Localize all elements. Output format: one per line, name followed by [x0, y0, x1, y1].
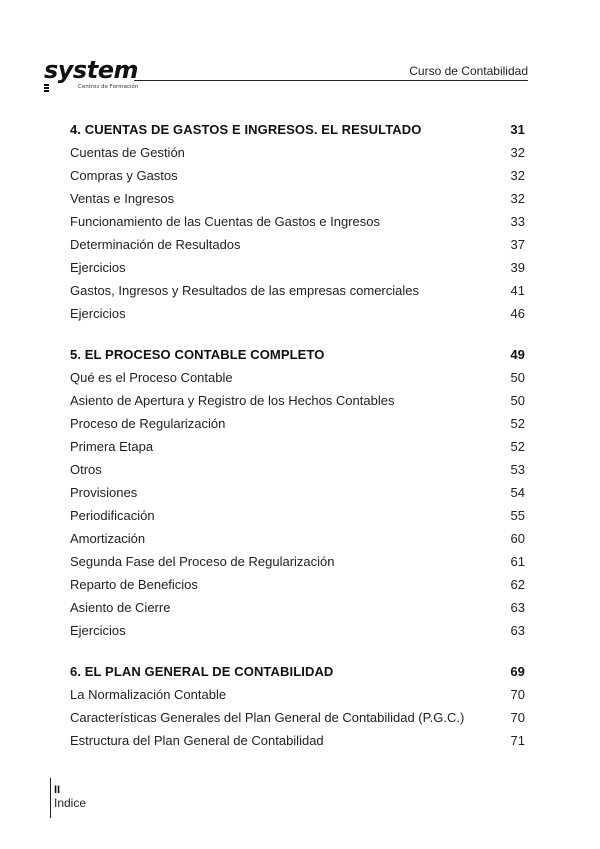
table-of-contents [70, 118, 525, 770]
toc-entry-page: 52 [510, 439, 525, 454]
toc-entry[interactable] [70, 164, 525, 187]
toc-entry[interactable] [70, 302, 525, 325]
toc-entry[interactable] [70, 683, 525, 706]
toc-section-heading[interactable] [70, 118, 525, 141]
logo-tagline: Centros de Formación [78, 84, 139, 90]
footer-page-number: II [54, 784, 61, 796]
toc-entry-page: 50 [510, 393, 525, 408]
toc-entry-title: La Normalización Contable [70, 687, 227, 702]
toc-entry-page: 32 [510, 191, 525, 206]
toc-entry[interactable] [70, 389, 525, 412]
toc-section [70, 660, 525, 752]
toc-entry-page: 53 [510, 462, 525, 477]
toc-entry[interactable] [70, 233, 525, 256]
toc-entry-title: Asiento de Cierre [70, 600, 171, 615]
toc-entry-page: 60 [510, 531, 525, 546]
toc-entry-page: 62 [510, 577, 525, 592]
toc-entry-title: Proceso de Regularización [70, 416, 226, 431]
toc-entry[interactable] [70, 279, 525, 302]
toc-entry[interactable] [70, 141, 525, 164]
toc-entry-page: 52 [510, 416, 525, 431]
toc-entry-title: Cuentas de Gestión [70, 145, 185, 160]
toc-entry-title: Características Generales del Plan General de Contabilidad (P.G.C.) [70, 710, 465, 725]
toc-entry-title: Qué es el Proceso Contable [70, 370, 233, 385]
toc-entry[interactable] [70, 729, 525, 752]
toc-entry-title: Otros [70, 462, 102, 477]
course-title: Curso de Contabilidad [409, 64, 528, 78]
toc-entry-title: Determinación de Resultados [70, 237, 241, 252]
toc-entry-page: 55 [510, 508, 525, 523]
toc-entry[interactable] [70, 527, 525, 550]
toc-entry-page: 70 [510, 687, 525, 702]
toc-section-heading[interactable] [70, 343, 525, 366]
toc-entry[interactable] [70, 210, 525, 233]
toc-entry-page: 63 [510, 600, 525, 615]
toc-entry-title: Ventas e Ingresos [70, 191, 175, 206]
toc-entry-page: 46 [510, 306, 525, 321]
logo [44, 56, 139, 96]
toc-section [70, 118, 525, 325]
toc-entry[interactable] [70, 187, 525, 210]
toc-heading-page: 31 [510, 122, 525, 137]
toc-entry-title: Segunda Fase del Proceso de Regularización [70, 554, 335, 569]
toc-entry-title: Estructura del Plan General de Contabilidad [70, 733, 324, 748]
toc-heading-page: 49 [510, 347, 525, 362]
toc-entry-title: Amortización [70, 531, 146, 546]
toc-entry-title: Provisiones [70, 485, 138, 500]
toc-entry[interactable] [70, 550, 525, 573]
toc-entry-title: Ejercicios [70, 260, 126, 275]
toc-entry-page: 61 [510, 554, 525, 569]
toc-section [70, 343, 525, 642]
toc-section-heading[interactable] [70, 660, 525, 683]
toc-entry-page: 33 [510, 214, 525, 229]
toc-entry-page: 71 [510, 733, 525, 748]
toc-entry[interactable] [70, 435, 525, 458]
toc-entry-title: Periodificación [70, 508, 155, 523]
logo-bars-icon [44, 84, 49, 94]
toc-entry-title: Compras y Gastos [70, 168, 178, 183]
toc-entry-title: Ejercicios [70, 623, 126, 638]
toc-entry[interactable] [70, 458, 525, 481]
footer-rule [50, 778, 51, 818]
toc-entry-page: 39 [510, 260, 525, 275]
toc-entry[interactable] [70, 619, 525, 642]
toc-heading-title: 6. EL PLAN GENERAL DE CONTABILIDAD [70, 664, 334, 679]
toc-entry[interactable] [70, 366, 525, 389]
toc-heading-title: 5. EL PROCESO CONTABLE COMPLETO [70, 347, 325, 362]
toc-entry[interactable] [70, 504, 525, 527]
toc-entry[interactable] [70, 412, 525, 435]
toc-entry[interactable] [70, 596, 525, 619]
toc-entry[interactable] [70, 481, 525, 504]
toc-entry-page: 50 [510, 370, 525, 385]
page-header [44, 58, 528, 98]
toc-heading-page: 69 [510, 664, 525, 679]
toc-entry-page: 70 [510, 710, 525, 725]
toc-entry-title: Asiento de Apertura y Registro de los Hechos Contables [70, 393, 395, 408]
toc-entry-page: 54 [510, 485, 525, 500]
toc-entry-page: 63 [510, 623, 525, 638]
toc-entry-page: 37 [510, 237, 525, 252]
toc-entry[interactable] [70, 256, 525, 279]
toc-entry[interactable] [70, 573, 525, 596]
logo-wordmark: system [44, 56, 138, 84]
toc-entry-title: Gastos, Ingresos y Resultados de las empresas comerciales [70, 283, 419, 298]
header-rule [134, 80, 528, 81]
toc-heading-title: 4. CUENTAS DE GASTOS E INGRESOS. EL RESULTADO [70, 122, 422, 137]
toc-entry-title: Funcionamiento de las Cuentas de Gastos e Ingresos [70, 214, 381, 229]
toc-entry-page: 41 [510, 283, 525, 298]
toc-entry-title: Primera Etapa [70, 439, 154, 454]
footer-label: Indice [54, 796, 87, 810]
toc-entry-title: Ejercicios [70, 306, 126, 321]
toc-entry-page: 32 [510, 145, 525, 160]
toc-entry[interactable] [70, 706, 525, 729]
toc-entry-title: Reparto de Beneficios [70, 577, 198, 592]
toc-entry-page: 32 [510, 168, 525, 183]
